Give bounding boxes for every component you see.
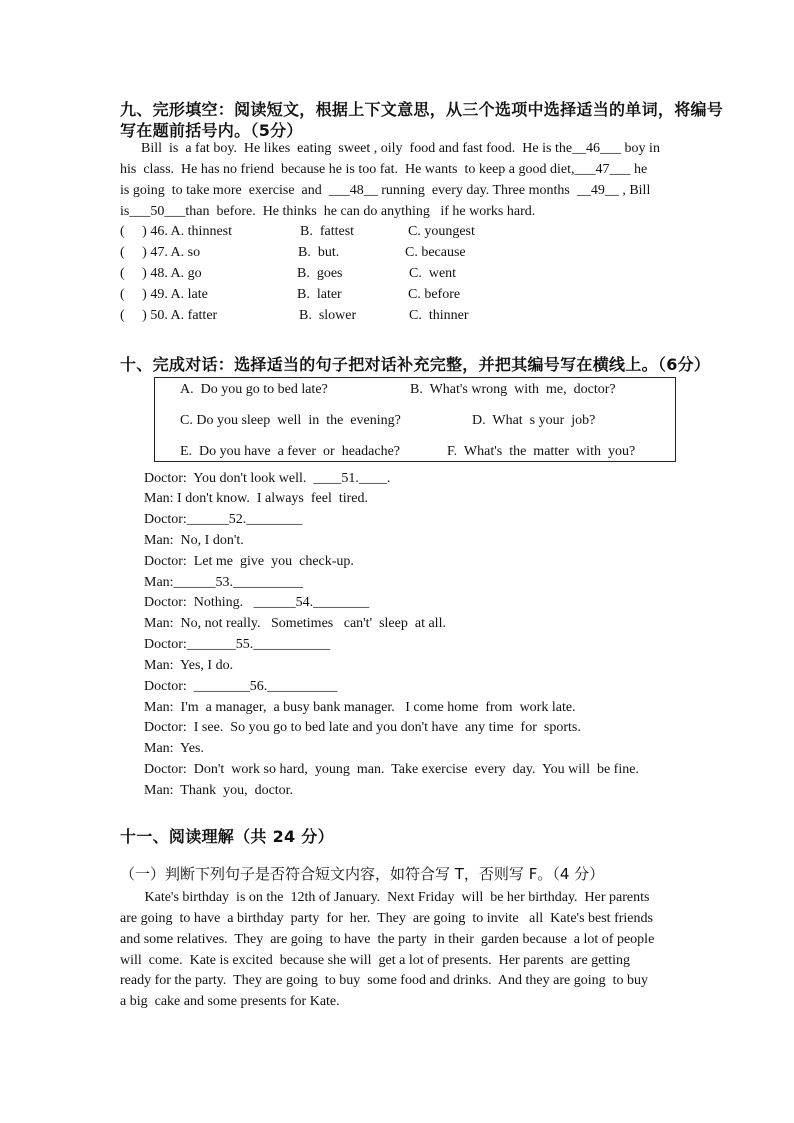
option-50-c: C. thinner [409, 308, 469, 323]
option-49-c: C. before [408, 287, 461, 302]
box-option-f: F. What's the matter with you? [447, 444, 636, 459]
option-48-c: C. went [409, 266, 457, 281]
passage-line: will come. Kate is excited because she will get a lot of presents. Her parents are getting [120, 953, 631, 968]
passage-line: and some relatives. They are going to have the party in their garden because a lot of people [120, 932, 655, 947]
section9-heading-line2: 写在题前括号内。（5分） [120, 121, 303, 140]
dialogue-line: Man: I'm a manager, a busy bank manager. I come home from work late. [144, 700, 576, 715]
dialogue-line: Man: No, I don't. [144, 533, 244, 548]
dialogue-line: Man: Yes. [144, 741, 204, 756]
section10-heading: 十、完成对话：选择适当的句子把对话补充完整，并把其编号写在横线上。（6分） [120, 355, 711, 374]
box-option-a: A. Do you go to bed late? [180, 382, 328, 397]
dialogue-line: Doctor:_______55.___________ [144, 637, 331, 652]
box-option-e: E. Do you have a fever or headache? [180, 444, 401, 459]
passage-line: is___50___than before. He thinks he can do anything if he works hard. [120, 204, 536, 219]
option-46-b: B. fattest [300, 224, 355, 239]
question-49: ( ) 49. A. late [120, 287, 208, 302]
box-option-d: D. What s your job? [472, 413, 596, 428]
passage-line: his class. He has no friend because he is too fat. He wants to keep a good diet,___47___ he [120, 162, 648, 177]
question-47: ( ) 47. A. so [120, 245, 201, 260]
dialogue-line: Man: Yes, I do. [144, 658, 234, 673]
section11-heading: 十一、阅读理解（共 24 分） [120, 827, 334, 846]
passage-line: a big cake and some presents for Kate. [120, 994, 340, 1009]
question-46: ( ) 46. A. thinnest [120, 224, 232, 239]
question-48: ( ) 48. A. go [120, 266, 202, 281]
option-47-c: C. because [405, 245, 466, 260]
dialogue-line: Doctor:______52.________ [144, 512, 303, 527]
passage-line: is going to take more exercise and ___48__ running every day. Three months __49__ , Bill [120, 183, 651, 198]
box-option-c: C. Do you sleep well in the evening? [180, 413, 401, 428]
dialogue-line: Doctor: ________56.__________ [144, 679, 338, 694]
passage-line: Kate's birthday is on the 12th of January. Next Friday will be her birthday. Her parents [120, 890, 650, 905]
passage-line: are going to have a birthday party for her. They are going to invite all Kate's best friends [120, 911, 653, 926]
dialogue-line: Doctor: Let me give you check-up. [144, 554, 354, 569]
option-47-b: B. but. [298, 245, 340, 260]
option-46-c: C. youngest [408, 224, 475, 239]
option-48-b: B. goes [297, 266, 343, 281]
dialogue-line: Doctor: You don't look well. ____51.____. [144, 471, 391, 486]
option-50-b: B. slower [299, 308, 357, 323]
passage-line: ready for the party. They are going to buy some food and drinks. And they are going to buy [120, 973, 648, 988]
dialogue-line: Doctor: Nothing. ______54.________ [144, 595, 370, 610]
dialogue-line: Doctor: Don't work so hard, young man. Take exercise every day. You will be fine. [144, 762, 639, 777]
dialogue-line: Man:______53.__________ [144, 575, 304, 590]
section9-heading-line1: 九、完形填空：阅读短文，根据上下文意思，从三个选项中选择适当的单词，将编号 [120, 100, 724, 119]
box-option-b: B. What's wrong with me, doctor? [410, 382, 616, 397]
option-49-b: B. later [297, 287, 342, 302]
passage-line: Bill is a fat boy. He likes eating sweet , oily food and fast food. He is the__46___ boy in [120, 141, 660, 156]
question-50: ( ) 50. A. fatter [120, 308, 218, 323]
dialogue-line: Man: Thank you, doctor. [144, 783, 294, 798]
section11-sub-heading: （一）判断下列句子是否符合短文内容，如符合写 T，否则写 F。（4 分） [120, 865, 605, 883]
dialogue-line: Doctor: I see. So you go to bed late and you don't have any time for sports. [144, 720, 581, 735]
dialogue-line: Man: I don't know. I always feel tired. [144, 491, 368, 506]
dialogue-line: Man: No, not really. Sometimes can't' sleep at all. [144, 616, 446, 631]
